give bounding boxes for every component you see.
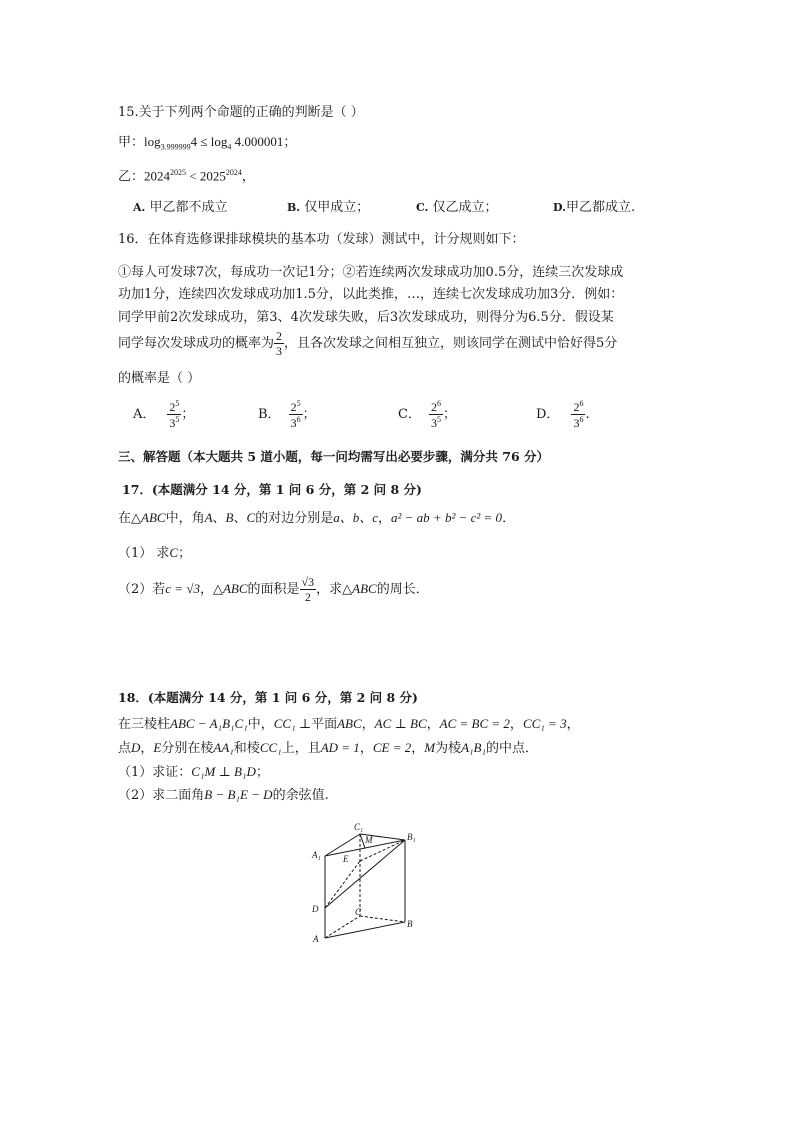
label-A1: A₁ [312, 850, 321, 860]
q16-option-d[interactable]: D． $\frac{2^6}{3^6}$ . [536, 399, 590, 430]
section-3-title: 三、解答题（本大题共 5 道小题，每一问均需写出必要步骤，满分共 76 分） [118, 449, 550, 464]
label-C: C [355, 907, 362, 917]
q15-option-c[interactable]: C. 仅乙成立； [416, 200, 498, 215]
q17-part-2: （2）若c = √3，△ABC的面积是 $\frac{√3}{2}$ ，求△ABC的周长． [118, 575, 429, 604]
edge-A-B [325, 922, 405, 938]
label-B: B [407, 919, 413, 929]
q16-line-2: 功加1分，连续四次发球成功加1.5分，以此类推，…，连续七次发球成功加3分．例如： [118, 287, 624, 302]
q18-part-2: （2）求二面角B − B₁E − D的余弦值. [118, 787, 329, 803]
q15-stem: 15.关于下列两个命题的正确的判断是（ ） [118, 105, 364, 120]
q16-line-3: 同学甲前2次发球成功，第3、4次发球失败，后3次发球成功，则得分为6.5分．假设某 [118, 310, 614, 325]
edge-C-B [360, 916, 405, 922]
q18-line-2: 点D，E分别在棱AA₁和棱CC₁上，且AD = 1，CE = 2，M为棱A₁B₁的中点． [118, 740, 539, 756]
q15-option-b[interactable]: B. 仅甲成立； [287, 200, 370, 215]
label-D: D [312, 904, 319, 914]
q15-option-d[interactable]: D.甲乙都成立. [553, 200, 636, 215]
prism-figure [305, 818, 435, 953]
q17-heading: 17．(本题满分 14 分，第 1 问 6 分，第 2 问 8 分) [122, 482, 422, 497]
q15-statement-yi: 乙：$2024^{2025} < 2025^{2024}$， [118, 168, 255, 185]
label-M: M [365, 835, 373, 845]
q17-stem: 在△ABC中，角A、B、C的对边分别是a、b、c，a² − ab + b² − c² = 0． [118, 510, 516, 526]
label-E: E [343, 854, 349, 864]
q18-part-1: （1）求证：C₁M ⊥ B₁D； [118, 764, 269, 780]
q16-option-c[interactable]: C． $\frac{2^6}{3^5}$ ； [398, 399, 456, 430]
q16-line-1: ①每人可发球7次，每成功一次记1分；②若连续两次发球成功加0.5分，连续三次发球成 [118, 265, 624, 280]
q18-heading: 18．(本题满分 14 分，第 1 问 6 分，第 2 问 8 分) [118, 690, 418, 705]
label-C1: C₁ [354, 822, 364, 832]
segment-D-E [325, 861, 360, 908]
segment-D-B1 [325, 840, 405, 908]
q16-stem: 16．在体育选修课排球模块的基本功（发球）测试中，计分规则如下： [118, 232, 525, 247]
q16-option-b[interactable]: B． $\frac{2^5}{3^6}$ ； [258, 399, 316, 430]
label-A: A [313, 934, 319, 944]
q17-part-1: （1） 求C； [118, 545, 192, 561]
q16-line-4: 同学每次发球成功的概率为 $\frac{2}{3}$ ，且各次发球之间相互独立，则该同学在测试中恰好得5分 [118, 329, 618, 358]
q16-option-a[interactable]: A． $\frac{2^5}{3^5}$ ； [133, 399, 195, 430]
probability-fraction: $\frac{2}{3}$ [276, 329, 283, 358]
q16-line-5: 的概率是（ ） [118, 371, 201, 386]
label-B1: B₁ [407, 832, 416, 842]
area-fraction: $\frac{√3}{2}$ [301, 575, 315, 604]
q18-line-1: 在三棱柱ABC − A₁B₁C₁中，CC₁ ⊥平面ABC，AC ⊥ BC，AC = BC = 2，CC₁ = 3， [118, 716, 580, 732]
q15-statement-jia: 甲：$\log_{3.999999}4 \le \log_4 4.000001$； [118, 134, 297, 152]
q15-option-a[interactable]: A. 甲乙都不成立 [133, 200, 228, 215]
